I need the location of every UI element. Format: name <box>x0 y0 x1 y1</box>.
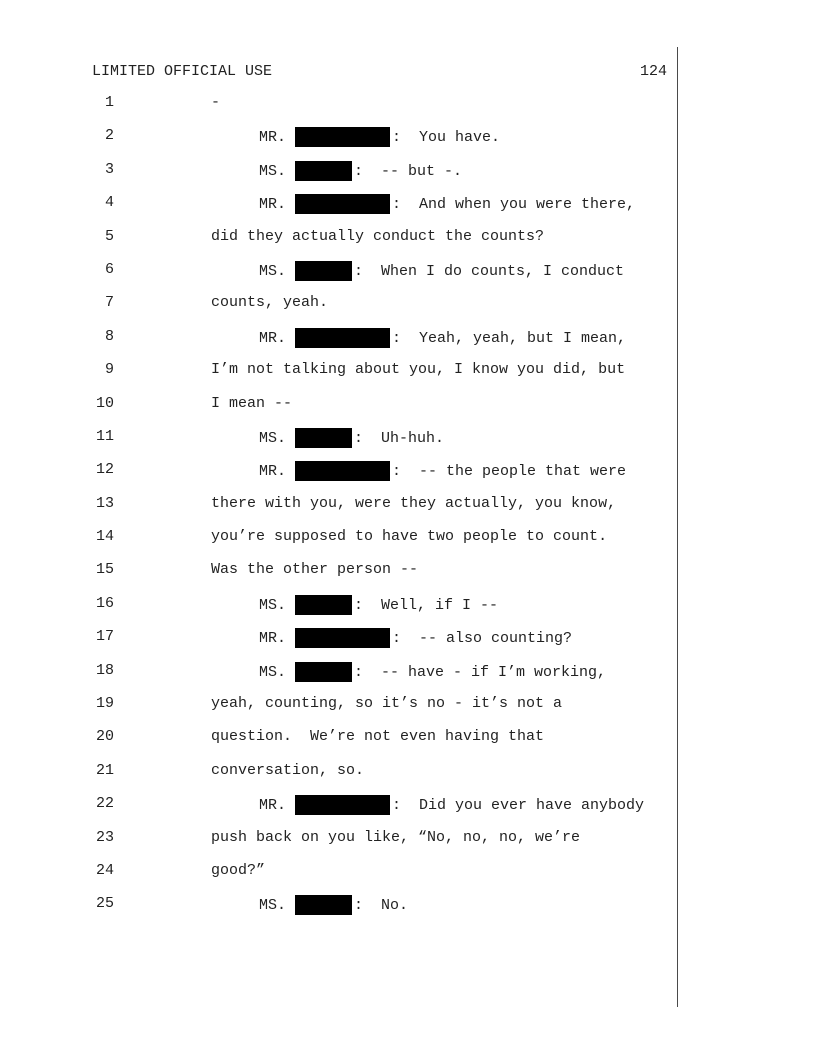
continuation-text: did they actually conduct the counts? <box>211 227 545 245</box>
line-number: 8 <box>104 327 114 345</box>
continuation-text: - <box>211 94 221 111</box>
line-number: 18 <box>95 661 114 679</box>
line-number: 3 <box>104 160 114 178</box>
transcript-body <box>0 95 670 930</box>
line-number: 7 <box>104 294 114 312</box>
continuation-text: conversation, so. <box>211 761 365 779</box>
speaker-line <box>259 262 624 282</box>
speech-text: : -- the people that were <box>392 463 627 481</box>
transcript-line <box>0 262 670 295</box>
continuation-text: Was the other person -- <box>211 561 419 579</box>
speech-text: : And when you were there, <box>392 196 636 214</box>
speaker-title: MS. <box>259 262 287 280</box>
line-number: 10 <box>95 394 114 412</box>
line-number: 9 <box>104 361 114 379</box>
speaker-line <box>259 796 644 816</box>
speech-text: : -- have - if I’m working, <box>354 663 607 681</box>
transcript-line <box>0 696 670 729</box>
speaker-line <box>259 596 498 616</box>
speaker-line <box>259 629 572 649</box>
line-number: 25 <box>95 895 114 913</box>
line-number: 19 <box>95 695 114 713</box>
transcript-line <box>0 562 670 595</box>
transcript-line <box>0 229 670 262</box>
speech-text: : No. <box>354 897 409 915</box>
speaker-line <box>259 195 635 215</box>
line-number: 1 <box>104 94 114 111</box>
continuation-text: counts, yeah. <box>211 294 329 312</box>
transcript-line <box>0 729 670 762</box>
transcript-line <box>0 162 670 195</box>
speaker-title: MS. <box>259 897 287 915</box>
transcript-line <box>0 396 670 429</box>
speech-text: : Yeah, yeah, but I mean, <box>392 329 627 347</box>
speaker-line <box>259 462 626 482</box>
line-number: 2 <box>104 127 114 145</box>
speaker-title: MR. <box>259 463 287 481</box>
redacted-name <box>295 595 352 615</box>
redacted-name <box>295 161 352 181</box>
line-number: 22 <box>95 795 114 813</box>
redacted-name <box>295 795 390 815</box>
continuation-text: I mean -- <box>211 394 293 412</box>
speaker-line <box>259 896 408 916</box>
speech-text: : Uh-huh. <box>354 429 445 447</box>
redacted-name <box>295 662 352 682</box>
line-number: 24 <box>95 861 114 879</box>
transcript-line <box>0 462 670 495</box>
right-margin-rule <box>677 47 678 1007</box>
speaker-title: MS. <box>259 429 287 447</box>
transcript-line <box>0 496 670 529</box>
transcript-line <box>0 362 670 395</box>
line-number: 15 <box>95 561 114 579</box>
speaker-title: MR. <box>259 129 287 147</box>
transcript-line <box>0 95 670 128</box>
line-number: 16 <box>95 594 114 612</box>
speaker-title: MS. <box>259 663 287 681</box>
transcript-line <box>0 429 670 462</box>
transcript-line <box>0 195 670 228</box>
transcript-line <box>0 629 670 662</box>
line-number: 21 <box>95 761 114 779</box>
redacted-name <box>295 194 390 214</box>
page-header <box>92 61 667 81</box>
continuation-text: there with you, were they actually, you know, <box>211 494 617 512</box>
classification-label: LIMITED OFFICIAL USE <box>92 62 273 80</box>
speaker-title: MR. <box>259 630 287 648</box>
continuation-text: you’re supposed to have two people to count. <box>211 528 608 546</box>
speech-text: : You have. <box>392 129 501 147</box>
speaker-line <box>259 663 606 683</box>
continuation-text: question. We’re not even having that <box>211 728 545 746</box>
speaker-title: MS. <box>259 162 287 180</box>
redacted-name <box>295 895 352 915</box>
transcript-line <box>0 763 670 796</box>
transcript-line <box>0 295 670 328</box>
redacted-name <box>295 461 390 481</box>
line-number: 14 <box>95 528 114 546</box>
redacted-name <box>295 127 390 147</box>
transcript-line <box>0 663 670 696</box>
speaker-line <box>259 329 626 349</box>
speech-text: : -- but -. <box>354 162 463 180</box>
line-number: 6 <box>104 260 114 278</box>
speaker-title: MR. <box>259 196 287 214</box>
redacted-name <box>295 428 352 448</box>
transcript-line <box>0 329 670 362</box>
redacted-name <box>295 261 352 281</box>
redacted-name <box>295 328 390 348</box>
speech-text: : -- also counting? <box>392 630 573 648</box>
transcript-line <box>0 529 670 562</box>
speaker-line <box>259 429 444 449</box>
transcript-line <box>0 863 670 896</box>
speaker-line <box>259 162 462 182</box>
speech-text: : Well, if I -- <box>354 596 499 614</box>
speaker-line <box>259 128 500 148</box>
speaker-title: MR. <box>259 797 287 815</box>
page-number: 124 <box>639 62 667 80</box>
speech-text: : Did you ever have anybody <box>392 797 645 815</box>
redacted-name <box>295 628 390 648</box>
line-number: 17 <box>95 628 114 646</box>
speech-text: : When I do counts, I conduct <box>354 262 625 280</box>
line-number: 4 <box>104 194 114 212</box>
line-number: 11 <box>95 427 114 445</box>
transcript-line <box>0 128 670 161</box>
line-number: 12 <box>95 461 114 479</box>
transcript-line <box>0 796 670 829</box>
transcript-line <box>0 830 670 863</box>
continuation-text: I’m not talking about you, I know you did, but <box>211 361 626 379</box>
speaker-title: MS. <box>259 596 287 614</box>
continuation-text: good?” <box>211 861 266 879</box>
line-number: 5 <box>104 227 114 245</box>
transcript-line <box>0 896 670 929</box>
continuation-text: yeah, counting, so it’s no - it’s not a <box>211 695 563 713</box>
line-number: 13 <box>95 494 114 512</box>
line-number: 20 <box>95 728 114 746</box>
line-number: 23 <box>95 828 114 846</box>
transcript-line <box>0 596 670 629</box>
speaker-title: MR. <box>259 329 287 347</box>
continuation-text: push back on you like, “No, no, no, we’re <box>211 828 581 846</box>
